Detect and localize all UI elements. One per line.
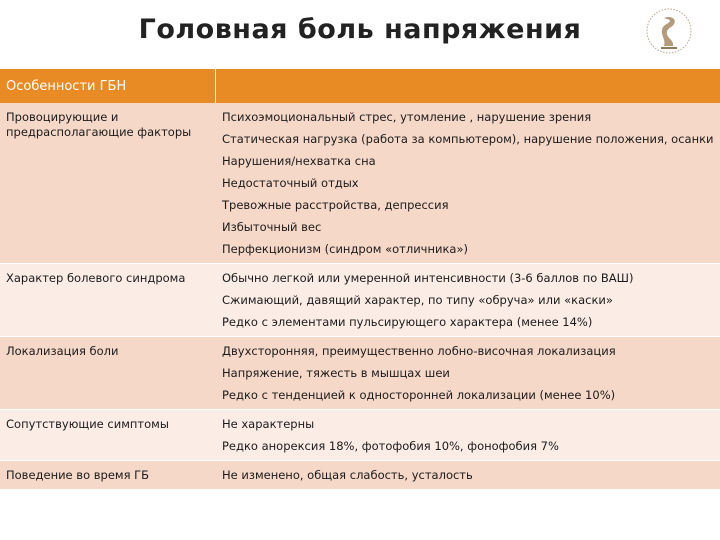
- row-label: Сопутствующие симптомы: [0, 410, 215, 461]
- logo: [640, 6, 698, 66]
- list-item: Редко с элементами пульсирующего характера (менее 14%): [222, 315, 593, 329]
- list-item: Недостаточный отдых: [222, 176, 359, 190]
- list-item: Напряжение, тяжесть в мышцах шеи: [222, 366, 450, 380]
- list-item: Перфекционизм (синдром «отличника»): [222, 242, 468, 256]
- table-row: [0, 337, 720, 410]
- table-header-row: [0, 69, 720, 103]
- table-row: [0, 410, 720, 461]
- list-item: Обычно легкой или умеренной интенсивности (3-6 баллов по ВАШ): [222, 271, 634, 285]
- row-label: Характер болевого синдрома: [0, 264, 215, 337]
- row-items: [215, 337, 720, 410]
- table-header-cell: [215, 69, 720, 103]
- list-item: Двухсторонняя, преимущественно лобно-височная локализация: [222, 344, 616, 358]
- table-row: [0, 264, 720, 337]
- comparison-table: [0, 69, 720, 490]
- row-items: [215, 410, 720, 461]
- row-items: [215, 264, 720, 337]
- list-item: Не характерны: [222, 417, 315, 431]
- row-label: Локализация боли: [0, 337, 215, 410]
- list-item: Тревожные расстройства, депрессия: [222, 198, 449, 212]
- list-item: Статическая нагрузка (работа за компьютером), нарушение положения, осанки: [222, 132, 714, 146]
- table-header-cell: Особенности ГБН: [0, 69, 215, 103]
- list-item: Нарушения/нехватка сна: [222, 154, 376, 168]
- list-item: Редко анорексия 18%, фотофобия 10%, фонофобия 7%: [222, 439, 559, 453]
- list-item: Редко с тенденцией к односторонней локализации (менее 10%): [222, 388, 616, 402]
- row-label: Провоцирующие и предрасполагающие факторы: [0, 103, 215, 264]
- table-row: [0, 103, 720, 264]
- row-items: [215, 461, 720, 490]
- page-title: Головная боль напряжения: [138, 14, 582, 45]
- medical-society-emblem-icon: [640, 6, 698, 56]
- table-row: [0, 461, 720, 490]
- list-item: Психоэмоциональный стрес, утомление , нарушение зрения: [222, 110, 592, 124]
- list-item: Сжимающий, давящий характер, по типу «обруча» или «каски»: [222, 293, 613, 307]
- row-items: [215, 103, 720, 264]
- list-item: Избыточный вес: [222, 220, 322, 234]
- row-label: Поведение во время ГБ: [0, 461, 215, 490]
- list-item: Не изменено, общая слабость, усталость: [222, 468, 473, 482]
